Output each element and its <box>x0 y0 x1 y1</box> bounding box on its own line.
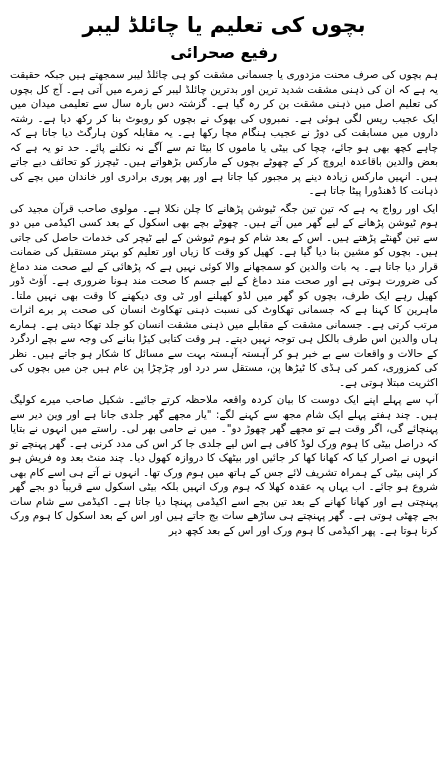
paragraph: ہم بچوں کی صرف محنت مزدوری یا جسمانی مشقت کو ہی چائلڈ لیبر سمجھتے ہیں جبکہ حقیقت یہ ہے کہ ان کی ذہنی مشقت شدید ترین اور بدترین چائلڈ لیبر کے زمرے میں آتی ہے۔ آج کل بچوں کی تعلیم اصل میں ذہنی مشقت بن کر رہ گیا ہے۔ گزشتہ دس بارہ سال سے تعلیمی میدان میں ایک عجیب ریس لگی ہوئی ہے۔ نمبروں کی بھوک نے بچوں کو روبوٹ بنا کر رکھ دیا ہے۔ رشتہ داروں میں مسابقت کی دوڑ نے عجیب ہنگام مچا رکھا ہے۔ یہ مقابلہ کون ہارگٹ دیا جاتا ہے کہ چاہے کچھ بھی ہو جائے، چچا کی بیٹی یا ماموں کا بیٹا تم سے آگے نہ نکلنے پائے۔ حد تو یہ ہے کہ بعض والدین باقاعدہ ایروچ کر کے چھوٹے بچوں کے مارکس بڑھواتے ہیں۔ ٹیچرز کو تحائف دیے جاتے ہیں۔ انہیں مارکس زیادہ دینے پر مجبور کیا جاتا ہے اور پھر پوری برادری اور خاندان میں بچے کی ذہانت کا ڈھنڈورا پیٹا جاتا ہے۔ <box>10 69 438 197</box>
article-author: رفیع صحرائی <box>170 43 278 62</box>
paragraph: آپ سے پہلے اپنے ایک دوست کا بیان کردہ واقعہ ملاحظہ کرتے جائیے۔ شکیل صاحب میرے کولیگ ہیں۔ چند ہفتے پہلے ایک شام مجھ سے کہنے لگے: "یار مجھے گھر جلدی جانا ہے اور وین دیر سے پہنچائے گی، اگر وقت ہے تو مجھے گھر چھوڑ دو"۔ میں نے حامی بھر لی۔ راستے میں انہوں نے بتایا کہ دراصل بیٹی کا ہوم ورک لوڈ کافی ہے اس لیے جلدی جا کر اس کی مدد کرنی ہے۔ گھر پہنچے تو انہوں نے اصرار کیا کہ کھانا کھا کر جائیں اور بیٹھک کا دروازہ کھول دیا۔ چند منٹ بعد وہ فریش ہو کر اپنی بیٹی کے ہمراہ تشریف لائے جس کے ہاتھ میں ہوم ورک تھا۔ انہوں نے آتے ہی اسے کام بھی شروع ہو جائے۔ اب یہاں پہ عقدہ کھلا کہ ہوم ورک انہیں بلکہ بیٹی اسکول سے قریباً دو بجے گھر پہنچتی ہے اور کھانا کھانے کے بعد تین بجے اسے اکیڈمی پہنچا دیا جاتا ہے۔ اکیڈمی سے شام سات بجے چھٹی ہوتی ہے۔ گھر پہنچتے ہی ساڑھے سات بج جاتے ہیں اور اس کے بعد اسکول کا ہوم ورک کرنا ہوتا ہے۔ پھر اکیڈمی کا ہوم ورک اور اس کے بعد کچھ دیر <box>10 394 438 537</box>
article-title: بچوں کی تعلیم یا چائلڈ لیبر <box>82 13 366 37</box>
paragraph: ایک اور رواج یہ ہے کہ تین تین جگہ ٹیوشن پڑھانے کا چلن نکلا ہے۔ مولوی صاحب قرآن مجید کی ہوم ٹیوشن پڑھانے کے لیے گھر میں آتے ہیں۔ چھوٹے بچے بھی اسکول کے بعد کسی اکیڈمی میں دو سے تین گھنٹے پڑھتے ہیں۔ اس کے بعد شام کو ہوم ٹیوشن کے لیے ٹیچر کی خدمات حاصل کی جاتی ہیں۔ بچوں کو مشین بنا دیا گیا ہے۔ کھیل کو وقت کا زیاں اور تعلیم کو بہتر مستقبل کی ضمانت قرار دیا جاتا ہے۔ یہ بات والدین کو سمجھانے والا کوئی نہیں ہے کہ پڑھائی کے لیے صحت مند دماغ کی ضرورت ہوتی ہے اور صحت مند دماغ کے لیے جسم کا صحت مند ہونا ضروری ہے۔ آؤٹ ڈور کھیل رہے ایک طرف، بچوں کو گھر میں لڈو کھیلنے اور ٹی وی دیکھنے کا وقت بھی نہیں ملتا۔ ماہرین کا کہنا ہے کہ جسمانی تھکاوٹ کی نسبت ذہنی تھکاوٹ انسان کی صحت پر برے اثرات مرتب کرتی ہے۔ جسمانی مشقت کے مقابلے میں ذہنی مشقت انسان کو جلد تھکا دیتی ہے۔ ہمارے ہاں والدین اس طرف بالکل ہی توجہ نہیں دیتے۔ ہر وقت کتابی کیڑا بنانے کی وجہ سے بچے اردگرد کے حالات و واقعات سے بے خبر ہو کر آہستہ آہستہ بہت سے مسائل کا شکار ہو جاتے ہیں۔ نظر کی کمزوری، کمر کی ہڈی کا ٹیڑھا پن، مستقل سر درد اور چڑچڑا پن عام ہیں جن میں بچوں کی اکثریت مبتلا ہوتی ہے۔ <box>10 202 438 389</box>
article-body <box>10 68 438 538</box>
